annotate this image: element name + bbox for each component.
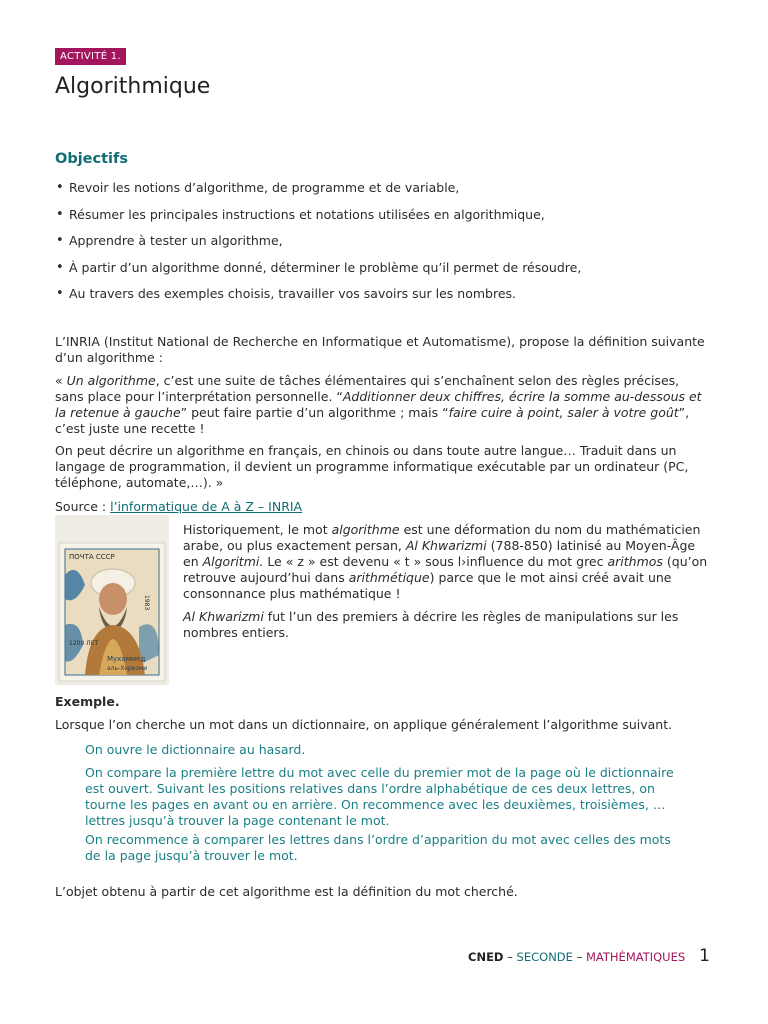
- languages-paragraph: [55, 443, 710, 491]
- history-span: Le « z » est devenu « t » sous l›influence du mot grec: [263, 554, 608, 569]
- conclusion: [55, 884, 710, 900]
- history-text: [183, 522, 710, 602]
- history-span: (qu’on retrouve aujourd’hui dans: [183, 554, 708, 585]
- history-paragraph: [183, 522, 710, 602]
- khwarizmi-span: fut l’un des premiers à décrire les règles de manipulations sur les nombres entiers.: [183, 609, 679, 640]
- objective-item: • Résumer les principales instructions et notations utilisées en algorithmique,: [55, 207, 715, 234]
- stamp-name-1: Мухаммед: [107, 655, 146, 663]
- quote-emphasis: Un algorithme: [66, 373, 156, 388]
- history-span: est une déformation du nom du mathématicien arabe, ou plus exactement persan,: [183, 522, 701, 553]
- algorithm-step-text: On recommence à comparer les lettres dans l’ordre d’apparition du mot avec celles des mots de la page jusqu’à trouver le mot.: [85, 832, 671, 863]
- history-span: Historiquement, le mot: [183, 522, 332, 537]
- algorithm-step: [85, 765, 685, 829]
- page-number: 1: [699, 946, 710, 966]
- source-label: Source :: [55, 499, 111, 514]
- example-intro-text: Lorsque l’on cherche un mot dans un dictionnaire, on applique généralement l’algorithme suivant.: [55, 717, 673, 732]
- algorithm-step-text: On compare la première lettre du mot avec celle du premier mot de la page où le dictionnaire est ouvert. Suivant les positions relatives dans l’ordre alphabétique de ces deux lettres, on tourne les pages en avant ou en arrière. On recommence avec les deuxièmes, troisièmes, … lettres jusqu’à trouver la page contenant le mot.: [85, 765, 674, 828]
- footer-separator: –: [503, 950, 517, 964]
- objective-item: • Revoir les notions d’algorithme, de programme et de variable,: [55, 180, 715, 207]
- history-emphasis: Al Khwarizmi: [405, 538, 487, 553]
- history-emphasis: arithmos: [607, 554, 663, 569]
- footer-seconde: SECONDE: [516, 950, 573, 964]
- stamp-value: 1200 ЛЕТ: [69, 640, 99, 647]
- khwarizmi-text: [183, 609, 710, 641]
- objectives-heading: Objectifs: [55, 151, 128, 167]
- conclusion-text: L’objet obtenu à partir de cet algorithme est la définition du mot cherché.: [55, 884, 518, 899]
- quote-text: ” peut faire partie d’un algorithme ; mais “: [180, 405, 449, 420]
- example-title: Exemple.: [55, 694, 120, 709]
- objective-item: • Apprendre à tester un algorithme,: [55, 233, 715, 260]
- stamp-year: 1983: [143, 595, 150, 611]
- page-title: Algorithmique: [55, 74, 211, 99]
- al-khwarizmi-stamp: [55, 515, 169, 685]
- quote-paragraph: [55, 373, 710, 437]
- footer-separator: –: [572, 950, 586, 964]
- algorithm-step-text: On ouvre le dictionnaire au hasard.: [85, 742, 306, 757]
- history-emphasis: algorithme: [331, 522, 400, 537]
- page-footer: [468, 946, 710, 967]
- objective-item: • Au travers des exemples choisis, travailler vos savoirs sur les nombres.: [55, 286, 715, 313]
- footer-maths: MATHÉMATIQUES: [585, 950, 686, 964]
- stamp-top-text: ПОЧТА СССР: [69, 553, 115, 561]
- stamp-illustration: [55, 515, 169, 685]
- example-intro: [55, 717, 710, 733]
- activity-badge: ACTIVITÉ 1.: [55, 48, 126, 65]
- objective-item: • À partir d’un algorithme donné, déterminer le problème qu’il permet de résoudre,: [55, 260, 715, 287]
- history-emphasis: Algoritmi.: [202, 554, 264, 569]
- quote-emphasis: Additionner deux chiffres, écrire la somme au-dessous et la retenue à gauche: [55, 389, 702, 420]
- quote-text: ”, c’est juste une recette !: [55, 405, 690, 436]
- algorithm-step: [85, 832, 685, 864]
- source-link[interactable]: l’informatique de A à Z – INRIA: [110, 499, 303, 514]
- inria-intro: [55, 334, 710, 366]
- objectives-list: [55, 180, 715, 313]
- history-span: (788-850) latinisé au Moyen-Âge en: [183, 538, 696, 569]
- algorithm-step: [85, 742, 685, 758]
- history-emphasis: arithmétique: [348, 570, 430, 585]
- example-section: [55, 694, 710, 710]
- quote-open: «: [55, 373, 67, 388]
- history-span: ) parce que le mot ainsi créé avait une consonnance plus mathématique !: [183, 570, 672, 601]
- khwarizmi-name: Al Khwarizmi: [183, 609, 264, 624]
- khwarizmi-paragraph: [183, 609, 710, 641]
- definition-quote: [55, 373, 710, 437]
- stamp-name-2: аль-Хорезми: [107, 665, 148, 672]
- quote-text: , c’est une suite de tâches élémentaires qui s’enchaînent selon des règles précises, sans place pour l’interprétation personnelle. “: [55, 373, 680, 404]
- footer-cned: CNED: [468, 950, 504, 964]
- source-line: [55, 499, 710, 515]
- quote-emphasis: faire cuire à point, saler à votre goût: [448, 405, 679, 420]
- languages-text: On peut décrire un algorithme en français, en chinois ou dans toute autre langue… Traduit dans un langage de programmation, il devient un programme informatique exécutable par un ordinateur (PC, téléphone, automate,…). »: [55, 443, 689, 490]
- intro-paragraph: L’INRIA (Institut National de Recherche en Informatique et Automatisme), propose la définition suivante d’un algorithme :: [55, 334, 705, 365]
